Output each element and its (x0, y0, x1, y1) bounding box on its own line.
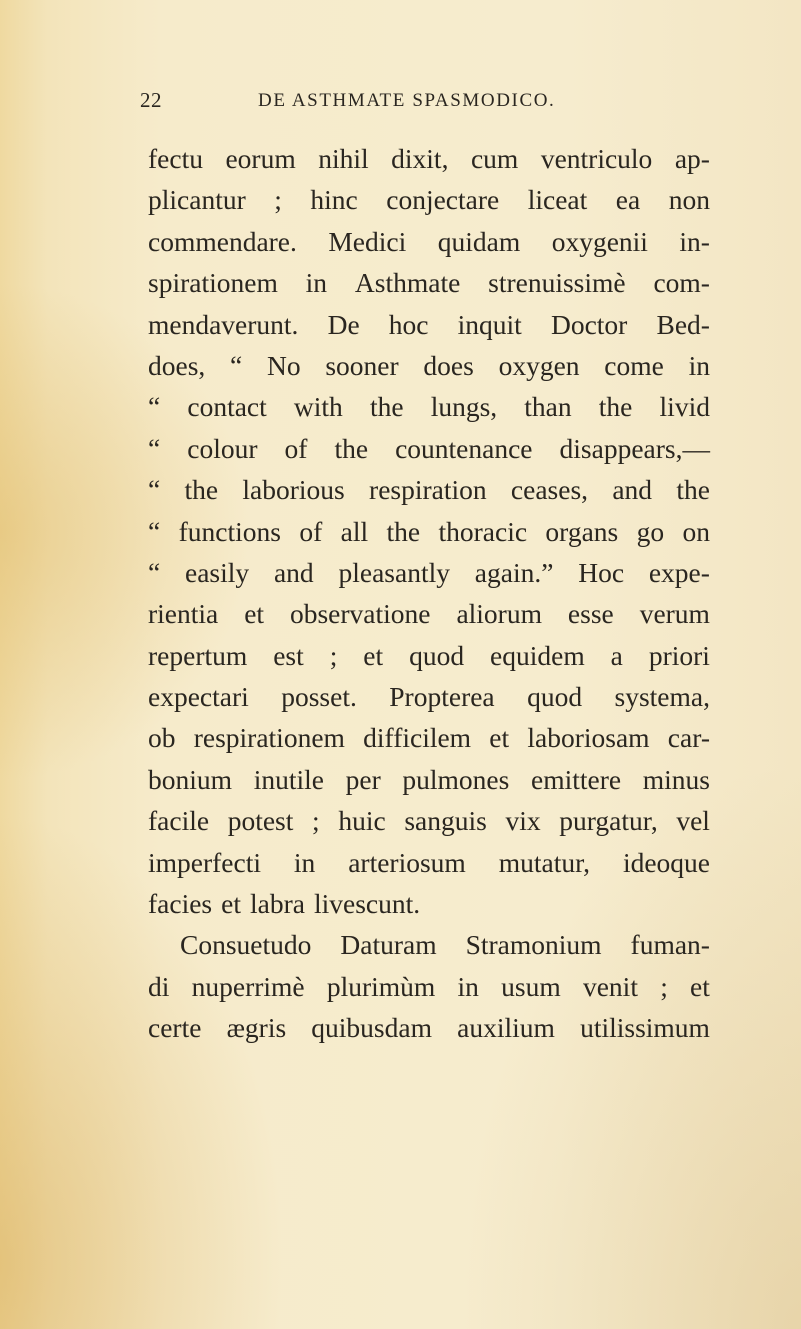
body-text (148, 138, 710, 1049)
page-number: 22 (140, 88, 162, 112)
text-line: does, “ No sooner does oxygen come in (148, 349, 710, 381)
text-line: commendare. Medici quidam oxygenii in- (148, 225, 710, 257)
text-line: ob respirationem difficilem et laboriosam car- (148, 722, 710, 754)
text-line: certe ægris quibusdam auxilium utilissimum (148, 1012, 710, 1044)
running-head: DE ASTHMATE SPASMODICO. (258, 90, 556, 111)
page-header (140, 88, 700, 118)
text-line: spirationem in Asthmate strenuissimè com- (148, 267, 710, 299)
text-line: “ functions of all the thoracic organs go on (148, 515, 710, 547)
text-line: repertum est ; et quod equidem a priori (148, 639, 710, 671)
text-line: plicantur ; hinc conjectare liceat ea non (148, 184, 710, 216)
text-line: Consuetudo Daturam Stramonium fuman- (180, 929, 710, 961)
text-line: facies et labra livescunt. (148, 888, 421, 920)
text-line: expectari posset. Propterea quod systema, (148, 681, 710, 713)
text-line: “ easily and pleasantly again.” Hoc expe- (148, 556, 710, 588)
text-line: fectu eorum nihil dixit, cum ventriculo ap- (148, 143, 710, 174)
text-line: “ contact with the lungs, than the livid (148, 391, 710, 423)
text-line: mendaverunt. De hoc inquit Doctor Bed- (148, 308, 710, 340)
text-line: imperfecti in arteriosum mutatur, ideoque (148, 846, 710, 878)
text-line: “ the laborious respiration ceases, and the (148, 474, 710, 506)
text-line: di nuperrimè plurimùm in usum venit ; et (148, 970, 710, 1002)
text-line: facile potest ; huic sanguis vix purgatur, vel (148, 805, 710, 837)
text-line: bonium inutile per pulmones emittere minus (148, 763, 710, 795)
text-line: rientia et observatione aliorum esse verum (148, 598, 710, 630)
text-line: “ colour of the countenance disappears,— (148, 432, 710, 464)
